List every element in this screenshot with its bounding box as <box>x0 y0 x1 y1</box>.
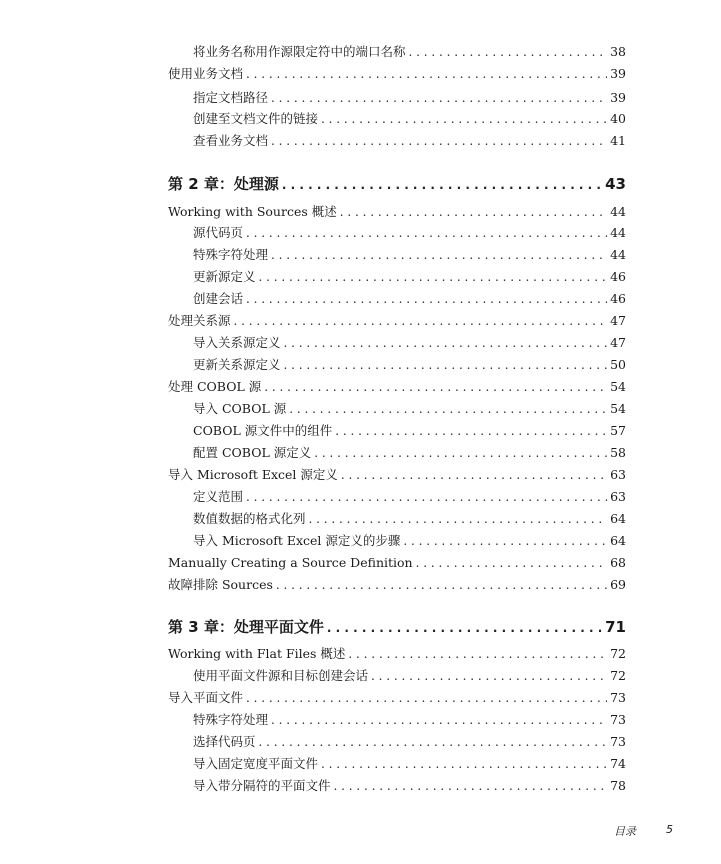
dot-leader <box>246 291 607 307</box>
toc-entry[interactable] <box>168 313 626 329</box>
toc-entry[interactable] <box>168 577 626 593</box>
toc-entry-title: 更新关系源定义 <box>193 357 281 372</box>
toc-entry-page-number: 64 <box>610 533 626 548</box>
toc-entry-title: 导入 COBOL 源 <box>193 401 287 416</box>
toc-entry-page-number: 63 <box>610 467 626 482</box>
toc-entry[interactable] <box>193 247 626 263</box>
toc-entry[interactable] <box>168 555 626 571</box>
toc-entry[interactable] <box>193 335 626 351</box>
dot-leader <box>271 133 607 149</box>
dot-leader <box>264 379 607 395</box>
toc-entry-page-number: 63 <box>610 489 626 504</box>
toc-entry[interactable] <box>193 225 626 241</box>
toc-entry-page-number: 40 <box>610 111 626 126</box>
toc-entry-title: 处理关系源 <box>168 313 231 328</box>
toc-entry[interactable] <box>193 445 626 461</box>
toc-entry[interactable] <box>193 668 626 684</box>
toc-entry-page-number: 44 <box>610 204 626 219</box>
toc-entry-title: 配置 COBOL 源定义 <box>193 445 312 460</box>
toc-entry[interactable] <box>168 379 626 395</box>
dot-leader <box>327 618 602 638</box>
toc-entry[interactable] <box>193 511 626 527</box>
toc-entry-title: Working with Flat Files 概述 <box>168 646 346 661</box>
toc-entry-title: 第 2 章：处理源 <box>168 175 279 193</box>
toc-entry-title: Working with Sources 概述 <box>168 204 337 219</box>
toc-entry[interactable] <box>193 489 626 505</box>
toc-entry[interactable] <box>168 690 626 706</box>
toc-entry-page-number: 58 <box>610 445 626 460</box>
toc-entry[interactable] <box>193 712 626 728</box>
toc-entry-page-number: 39 <box>610 66 626 81</box>
dot-leader <box>246 66 607 82</box>
toc-entry[interactable] <box>193 269 626 285</box>
toc-entry-title: 数值数据的格式化列 <box>193 511 306 526</box>
dot-leader <box>276 577 607 593</box>
dot-leader <box>246 690 607 706</box>
toc-chapter-entry[interactable] <box>168 617 626 637</box>
dot-leader <box>259 734 608 750</box>
dot-leader <box>289 401 607 417</box>
toc-entry-title: 定义范围 <box>193 489 244 504</box>
toc-entry-title: 使用平面文件源和目标创建会话 <box>193 668 369 683</box>
dot-leader <box>284 335 608 351</box>
toc-entry-page-number: 74 <box>610 756 626 771</box>
dot-leader <box>271 90 607 106</box>
dot-leader <box>340 204 607 220</box>
toc-entry[interactable] <box>193 357 626 373</box>
toc-entry-page-number: 43 <box>605 175 626 193</box>
dot-leader <box>348 646 607 662</box>
toc-entry-page-number: 44 <box>610 247 626 262</box>
dot-leader <box>271 712 607 728</box>
dot-leader <box>234 313 608 329</box>
toc-entry[interactable] <box>193 90 626 106</box>
dot-leader <box>282 175 602 195</box>
toc-entry[interactable] <box>193 44 626 60</box>
page-footer <box>614 823 673 839</box>
dot-leader <box>309 511 608 527</box>
toc-chapter-entry[interactable] <box>168 174 626 194</box>
toc-entry-title: 导入关系源定义 <box>193 335 281 350</box>
dot-leader <box>334 778 608 794</box>
toc-entry-title: 特殊字符处理 <box>193 712 269 727</box>
toc-entry-page-number: 41 <box>610 133 626 148</box>
toc-entry-page-number: 38 <box>610 44 626 59</box>
toc-entry[interactable] <box>193 111 626 127</box>
toc-entry-title: 导入带分隔符的平面文件 <box>193 778 331 793</box>
dot-leader <box>284 357 608 373</box>
toc-entry[interactable] <box>168 646 626 662</box>
toc-entry-title: 查看业务文档 <box>193 133 269 148</box>
toc-entry-page-number: 73 <box>610 712 626 727</box>
toc-entry[interactable] <box>193 401 626 417</box>
toc-entry-page-number: 39 <box>610 90 626 105</box>
toc-entry-title: 创建会话 <box>193 291 244 306</box>
toc-entry-title: 创建至文档文件的链接 <box>193 111 319 126</box>
toc-entry-page-number: 54 <box>610 379 626 394</box>
toc-entry-title: 将业务名称用作源限定符中的端口名称 <box>193 44 406 59</box>
toc-entry-title: 更新源定义 <box>193 269 256 284</box>
dot-leader <box>314 445 607 461</box>
dot-leader <box>246 489 607 505</box>
dot-leader <box>321 111 607 127</box>
toc-entry-title: 处理 COBOL 源 <box>168 379 262 394</box>
toc-entry-title: COBOL 源文件中的组件 <box>193 423 333 438</box>
toc-entry-page-number: 73 <box>610 690 626 705</box>
toc-entry-page-number: 71 <box>605 618 626 636</box>
toc-entry[interactable] <box>168 467 626 483</box>
toc-entry-title: 选择代码页 <box>193 734 256 749</box>
toc-entry-title: 指定文档路径 <box>193 90 269 105</box>
toc-entry-page-number: 73 <box>610 734 626 749</box>
toc-entry-title: 第 3 章：处理平面文件 <box>168 618 324 636</box>
toc-entry-page-number: 44 <box>610 225 626 240</box>
toc-entry-page-number: 54 <box>610 401 626 416</box>
toc-entry-page-number: 50 <box>610 357 626 372</box>
toc-entry-page-number: 68 <box>610 555 626 570</box>
dot-leader <box>341 467 607 483</box>
dot-leader <box>259 269 608 285</box>
toc-entry[interactable] <box>193 133 626 149</box>
toc-entry[interactable] <box>168 204 626 220</box>
footer-section-label: 目录 <box>614 825 636 838</box>
toc-entry[interactable] <box>193 533 626 549</box>
toc-entry-page-number: 47 <box>610 335 626 350</box>
toc-entry[interactable] <box>193 423 626 439</box>
toc-entry-title: Manually Creating a Source Definition <box>168 555 413 570</box>
toc-entry-page-number: 64 <box>610 511 626 526</box>
toc-entry-page-number: 47 <box>610 313 626 328</box>
dot-leader <box>371 668 607 684</box>
toc-entry-page-number: 46 <box>610 291 626 306</box>
toc-entry-title: 源代码页 <box>193 225 244 240</box>
toc-entry-page-number: 72 <box>610 646 626 661</box>
toc-entry-page-number: 69 <box>610 577 626 592</box>
toc-entry[interactable] <box>193 778 626 794</box>
toc-entry-title: 导入平面文件 <box>168 690 244 705</box>
dot-leader <box>409 44 608 60</box>
toc-entry[interactable] <box>193 756 626 772</box>
dot-leader <box>335 423 607 439</box>
toc-entry[interactable] <box>193 291 626 307</box>
toc-entry-title: 导入 Microsoft Excel 源定义 <box>168 467 338 482</box>
toc-entry-title: 使用业务文档 <box>168 66 244 81</box>
toc-entry-title: 故障排除 Sources <box>168 577 273 592</box>
toc-entry-page-number: 78 <box>610 778 626 793</box>
dot-leader <box>416 555 608 571</box>
toc-entry-page-number: 72 <box>610 668 626 683</box>
dot-leader <box>403 533 607 549</box>
toc-entry-page-number: 46 <box>610 269 626 284</box>
footer-page-number: 5 <box>666 823 673 836</box>
toc-entry[interactable] <box>193 734 626 750</box>
dot-leader <box>321 756 607 772</box>
toc-entry[interactable] <box>168 66 626 82</box>
toc-entry-title: 导入固定宽度平面文件 <box>193 756 319 771</box>
toc-entry-title: 导入 Microsoft Excel 源定义的步骤 <box>193 533 401 548</box>
toc-entry-page-number: 57 <box>610 423 626 438</box>
dot-leader <box>246 225 607 241</box>
toc-entry-title: 特殊字符处理 <box>193 247 269 262</box>
dot-leader <box>271 247 607 263</box>
